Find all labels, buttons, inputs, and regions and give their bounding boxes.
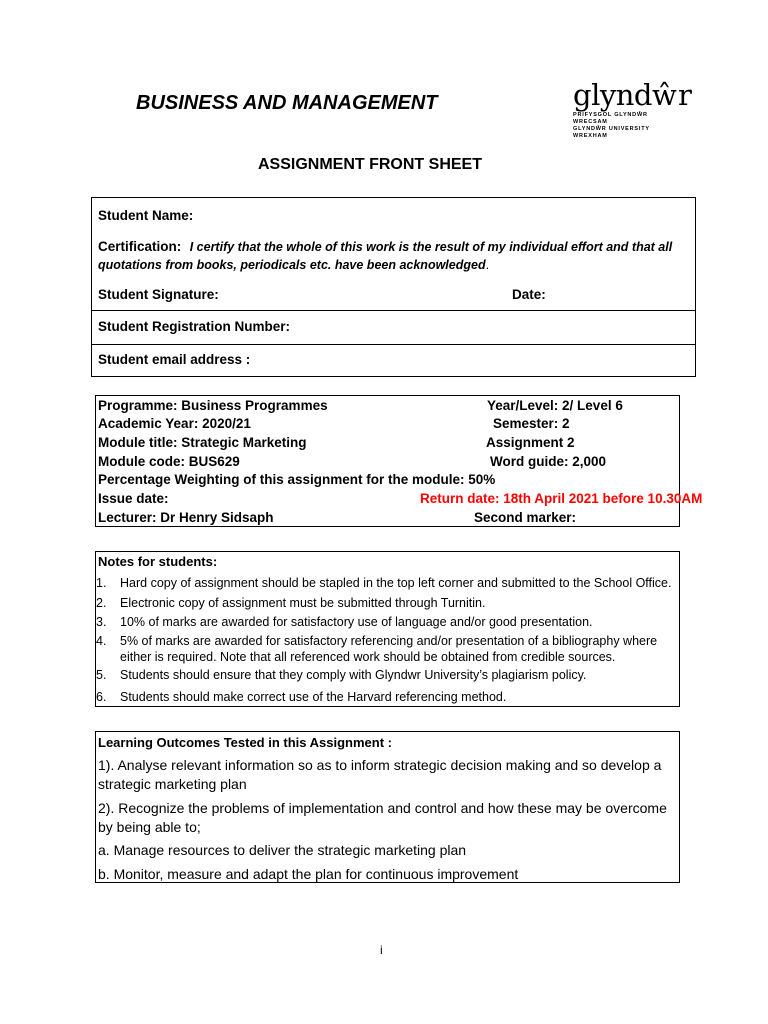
logo-subtitle-english: GLYNDŴR UNIVERSITY WREXHAM — [573, 126, 650, 139]
certification-label: Certification: — [98, 239, 182, 254]
note-text: Electronic copy of assignment must be submitted through Turnitin. — [120, 596, 486, 610]
date-label: Date: — [512, 287, 546, 302]
module-title-text: Module title: Strategic Marketing — [98, 435, 307, 450]
notes-box — [95, 551, 680, 707]
list-item: a. Manage resources to deliver the strategic marketing plan — [98, 842, 467, 858]
certification-text-line2: quotations from books, periodicals etc. have been acknowledged — [98, 258, 486, 272]
list-item: 2). Recognize the problems of implementation and control and how these may be overcome by being able to; — [98, 800, 667, 835]
note-text: 5% of marks are awarded for satisfactory referencing and/or presentation of a bibliography where either is required. Note that all referenced work should be obtained from credible sources. — [120, 634, 658, 664]
certification-period: . — [485, 258, 490, 272]
page-number: i — [380, 943, 383, 957]
issue-date-text: Issue date: — [98, 491, 169, 506]
registration-row — [92, 310, 695, 334]
lecturer-text: Lecturer: Dr Henry Sidsaph — [98, 510, 274, 525]
registration-number-label: Student Registration Number: — [98, 319, 291, 334]
page-subtitle: ASSIGNMENT FRONT SHEET — [257, 156, 482, 173]
student-details-box — [91, 197, 696, 377]
note-text: 10% of marks are awarded for satisfactory use of language and/or good presentation. — [120, 615, 593, 629]
note-number: 1. — [96, 576, 107, 590]
module-details-box — [95, 395, 703, 527]
certification-text-line1: I certify that the whole of this work is the result of my individual effort and that all — [189, 240, 673, 254]
university-logo — [573, 78, 692, 140]
student-signature-label: Student Signature: — [98, 287, 219, 302]
note-text: Hard copy of assignment should be stapled in the top left corner and submitted to the School Office. — [120, 576, 672, 590]
note-text: Students should make correct use of the Harvard referencing method. — [120, 690, 507, 704]
assignment-text: Assignment 2 — [486, 435, 575, 450]
note-text: Students should ensure that they comply with Glyndwr University’s plagiarism policy. — [120, 668, 587, 682]
outcomes-heading: Learning Outcomes Tested in this Assignment : — [98, 735, 392, 750]
learning-outcomes-box — [95, 731, 680, 883]
return-date-text: Return date: 18th April 2021 before 10.30AM — [420, 491, 703, 506]
weighting-text: Percentage Weighting of this assignment for the module: 50% — [98, 472, 496, 487]
document-title: BUSINESS AND MANAGEMENT — [136, 92, 438, 114]
module-code-text: Module code: BUS629 — [98, 454, 240, 469]
second-marker-text: Second marker: — [474, 510, 577, 525]
semester-text: Semester: 2 — [493, 416, 570, 431]
year-level-text: Year/Level: 2/ Level 6 — [487, 398, 623, 413]
logo-wordmark: glyndŵr — [573, 78, 692, 112]
note-number: 2. — [96, 596, 107, 610]
logo-subtitle-welsh: PRIFYSGOL GLYNDŴR WRECSAM — [573, 112, 648, 125]
list-item: b. Monitor, measure and adapt the plan for continuous improvement — [98, 866, 519, 882]
word-guide-text: Word guide: 2,000 — [490, 454, 607, 469]
note-number: 6. — [96, 690, 107, 704]
certification-block — [98, 238, 688, 274]
programme-text: Programme: Business Programmes — [98, 398, 328, 413]
notes-heading: Notes for students: — [98, 554, 218, 569]
note-number: 5. — [96, 668, 107, 682]
note-number: 4. — [96, 634, 107, 648]
email-row — [92, 344, 695, 367]
note-number: 3. — [96, 615, 107, 629]
email-address-label: Student email address : — [98, 352, 251, 367]
academic-year-text: Academic Year: 2020/21 — [98, 416, 251, 431]
student-name-label: Student Name: — [98, 208, 194, 223]
list-item: 1). Analyse relevant information so as to inform strategic decision making and so develop a strategic marketing plan — [98, 757, 662, 792]
